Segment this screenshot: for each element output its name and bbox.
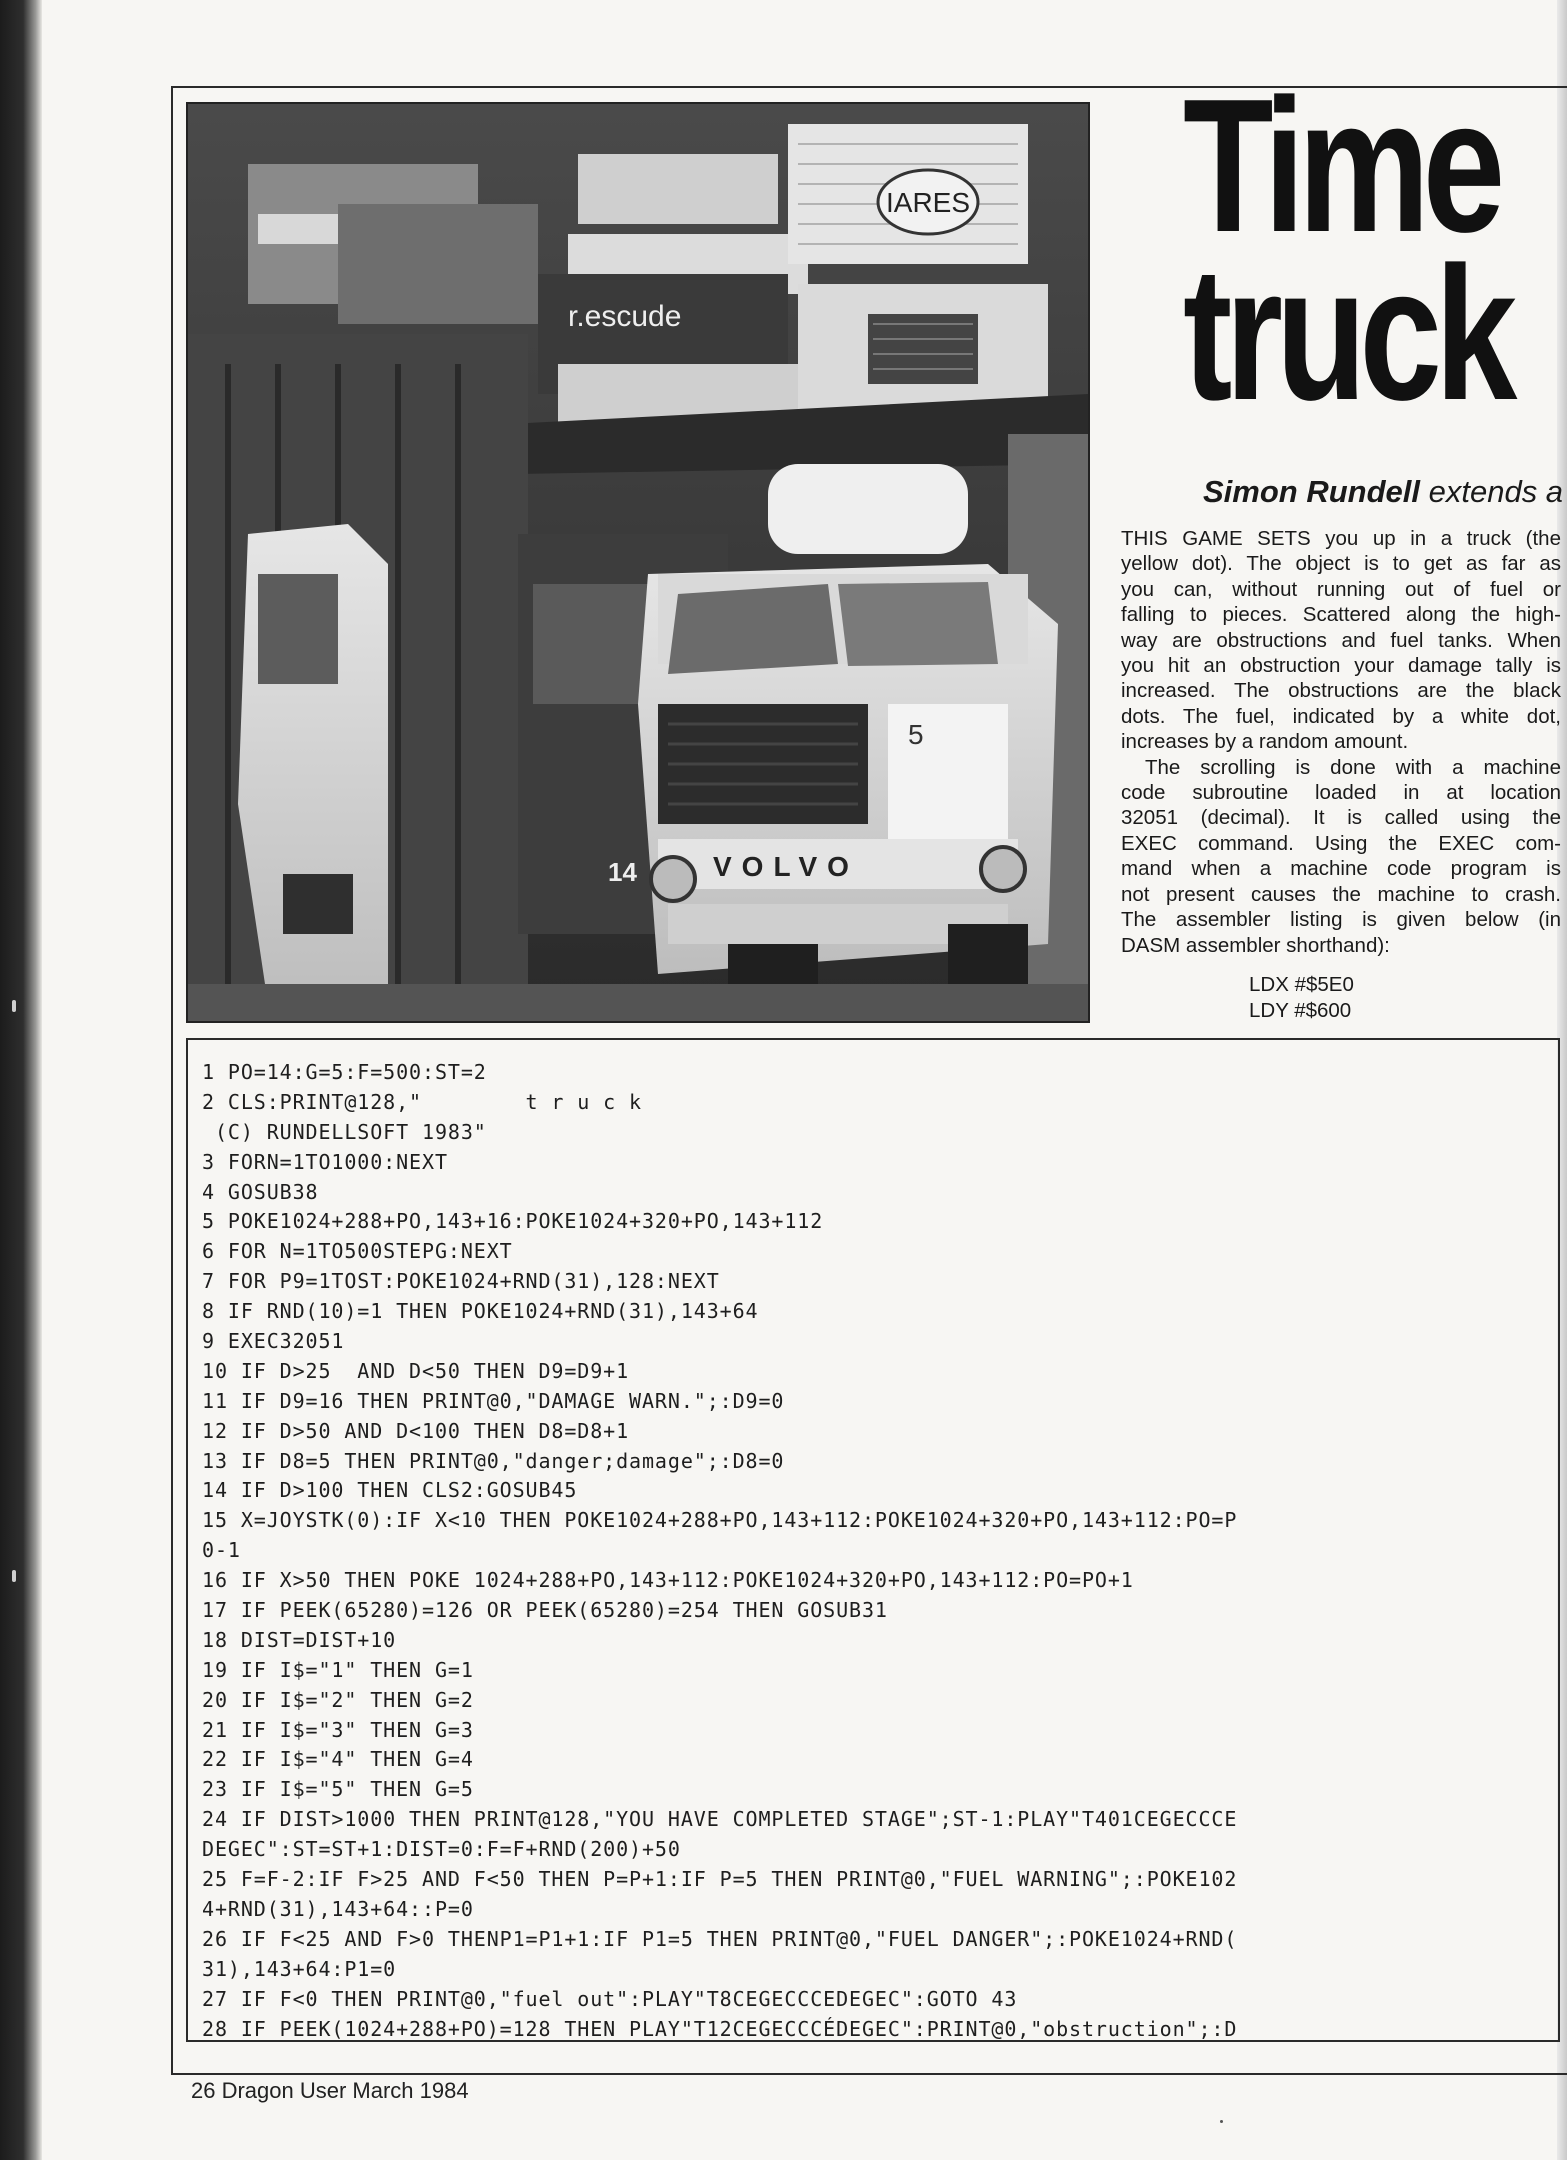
body-line: DASM assembler shorthand): — [1121, 933, 1390, 957]
listing-line: 25 F=F-2:IF F>25 AND F<50 THEN P=P+1:IF P=5 THEN PRINT@0,"FUEL WARNING";:POKE102 — [202, 1867, 1238, 1892]
body-line: falling to pieces. Scattered along the high- — [1121, 603, 1561, 627]
listing-line: 14 IF D>100 THEN CLS2:GOSUB45 — [202, 1478, 578, 1503]
listing-line: 6 FOR N=1TO500STEPG:NEXT — [202, 1239, 513, 1264]
listing-line: 18 DIST=DIST+10 — [202, 1627, 397, 1652]
asm-line: LDY #$600 — [1249, 998, 1352, 1022]
binding-spine — [0, 0, 42, 2160]
sign-fourteen: 14 — [608, 857, 637, 887]
body-line: you can, without running out of fuel or — [1121, 577, 1561, 601]
byline-author: Simon Rundell — [1203, 474, 1420, 509]
listing-line: 13 IF D8=5 THEN PRINT@0,"danger;damage";:D8=0 — [202, 1448, 785, 1473]
body-line: 32051 (decimal). It is called using the — [1121, 806, 1561, 830]
basic-listing — [202, 1058, 1237, 2042]
listing-line: 0-1 — [202, 1538, 241, 1563]
listing-line: 31),143+64:P1=0 — [202, 1956, 397, 1981]
assembler-listing — [1249, 972, 1354, 1023]
listing-line: 21 IF I$="3" THEN G=3 — [202, 1717, 474, 1742]
spine-mark — [12, 1570, 16, 1582]
listing-line: 17 IF PEEK(65280)=126 OR PEEK(65280)=254 THEN GOSUB31 — [202, 1598, 888, 1623]
body-line: way are obstructions and fuel tanks. When — [1121, 628, 1561, 652]
body-line: increased. The obstructions are the black — [1121, 679, 1561, 703]
intro-text — [1121, 526, 1561, 958]
body-line: yellow dot). The object is to get as far as — [1121, 552, 1561, 576]
article-title — [1183, 60, 1511, 440]
listing-line: 10 IF D>25 AND D<50 THEN D9=D9+1 — [202, 1358, 630, 1383]
byline-rest: extends a — [1420, 474, 1564, 509]
sign-rescude: r.escude — [568, 300, 682, 333]
sign-iares: IARES — [885, 187, 971, 218]
body-line: you hit an obstruction your damage tally is — [1121, 654, 1561, 678]
spine-mark — [12, 1000, 16, 1012]
listing-line: 1 PO=14:G=5:F=500:ST=2 — [202, 1060, 487, 1084]
body-line: mand when a machine code program is — [1121, 857, 1561, 881]
body-line: The scrolling is done with a machine — [1145, 755, 1561, 779]
listing-line: 4 GOSUB38 — [202, 1179, 319, 1204]
listing-line: 23 IF I$="5" THEN G=5 — [202, 1777, 474, 1802]
listing-line: DEGEC":ST=ST+1:DIST=0:F=F+RND(200)+50 — [202, 1837, 681, 1862]
program-listing-box — [186, 1038, 1560, 2042]
truck-photo — [186, 102, 1090, 1023]
listing-line: 5 POKE1024+288+PO,143+16:POKE1024+320+PO,143+112 — [202, 1209, 824, 1234]
listing-line: 2 CLS:PRINT@128," t r u c k — [202, 1089, 642, 1114]
listing-line: 15 X=JOYSTK(0):IF X<10 THEN POKE1024+288+PO,143+112:POKE1024+320+PO,143+112:PO=P — [202, 1508, 1238, 1533]
listing-line: 11 IF D9=16 THEN PRINT@0,"DAMAGE WARN.";:D9=0 — [202, 1388, 785, 1413]
sign-volvo: VOLVO — [713, 851, 859, 882]
listing-line: 24 IF DIST>1000 THEN PRINT@128,"YOU HAVE COMPLETED STAGE";ST-1:PLAY"T401CEGECCCE — [202, 1807, 1238, 1832]
listing-line: 8 IF RND(10)=1 THEN POKE1024+RND(31),143+64 — [202, 1299, 759, 1324]
listing-line: 27 IF F<0 THEN PRINT@0,"fuel out":PLAY"T8CEGECCCEDEGEC":GOTO 43 — [202, 1986, 1018, 2011]
asm-line: LDX #$5E0 — [1249, 973, 1354, 996]
body-line: The assembler listing is given below (in — [1121, 908, 1561, 932]
body-line: increases by a random amount. — [1121, 730, 1409, 754]
listing-line: 12 IF D>50 AND D<100 THEN D8=D8+1 — [202, 1418, 630, 1443]
listing-line: 19 IF I$="1" THEN G=1 — [202, 1657, 474, 1682]
sign-five: 5 — [908, 719, 924, 750]
listing-line: 22 IF I$="4" THEN G=4 — [202, 1747, 474, 1772]
body-line: dots. The fuel, indicated by a white dot, — [1121, 704, 1561, 728]
listing-line: 7 FOR P9=1TOST:POKE1024+RND(31),128:NEXT — [202, 1269, 720, 1294]
listing-line: 20 IF I$="2" THEN G=2 — [202, 1687, 474, 1712]
body-line: EXEC command. Using the EXEC com- — [1121, 831, 1561, 855]
title-line-1: Time — [1183, 60, 1499, 272]
listing-line: 3 FORN=1TO1000:NEXT — [202, 1149, 448, 1174]
listing-line: 16 IF X>50 THEN POKE 1024+288+PO,143+112:POKE1024+320+PO,143+112:PO=PO+1 — [202, 1568, 1134, 1593]
listing-line: 9 EXEC32051 — [202, 1329, 345, 1354]
title-line-2: truck — [1183, 228, 1511, 440]
listing-line: 4+RND(31),143+64::P=0 — [202, 1896, 474, 1921]
page-footer: 26 Dragon User March 1984 — [191, 2078, 469, 2103]
body-line: not present causes the machine to crash. — [1121, 882, 1561, 906]
listing-line: 26 IF F<25 AND F>0 THENP1=P1+1:IF P1=5 THEN PRINT@0,"FUEL DANGER";:POKE1024+RND( — [202, 1926, 1238, 1951]
body-line: code subroutine loaded in at location — [1121, 781, 1561, 805]
body-line: THIS GAME SETS you up in a truck (the — [1121, 527, 1561, 550]
listing-line: 28 IF PEEK(1024+288+PO)=128 THEN PLAY"T12CEGECCCÉDEGEC":PRINT@0,"obstruction";:D — [202, 2016, 1238, 2041]
print-speck — [1220, 2120, 1223, 2123]
byline — [1203, 474, 1563, 510]
listing-line: (C) RUNDELLSOFT 1983" — [202, 1119, 487, 1144]
